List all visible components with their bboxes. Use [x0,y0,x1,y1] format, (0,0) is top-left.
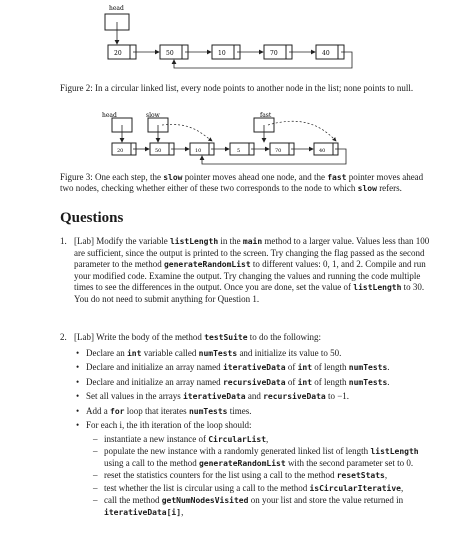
list-item: – populate the new instance with a randomly generated linked list of length listLength using a call to the method generateRandomList with the second parameter set to 0. [86,446,432,469]
list-item: • Declare and initialize an array named recursiveData of int of length numTests. [60,377,432,389]
list-item: • Declare and initialize an array named iterativeData of int of length numTests. [60,362,432,374]
node-4 [316,45,344,59]
list-item: – instantiate a new instance of CircularList, [86,434,432,446]
list-item: – test whether the list is circular using a call to the method isCircularIterative, [86,483,432,495]
svg-text:10: 10 [218,50,226,57]
figure-3-diagram [0,108,474,180]
question-1-text: [Lab] Modify the variable listLength in the main method to a larger value. Values less than 100 are sufficient, since the output is printed to the screen. Try changing the flag passed as the second parameter to the method generateRandomList to different values: 0, 1, and 2. Compile and run your modified code. Examine the output. Try changing the values and running the code multiple times to see the differences in the output. Once you are done, set the value of listLength to 30. You do not need to submit anything for Question 1. [74,236,430,304]
question-2-bullets [60,348,432,519]
head-label: head [102,112,117,119]
loop-steps [86,434,432,519]
node-1 [150,143,174,155]
node-3 [264,45,292,59]
node-2 [212,45,240,59]
node-0 [112,143,136,155]
list-item: • Set all values in the arrays iterativeData and recursiveData to −1. [60,391,432,403]
question-2-intro: [Lab] Write the body of the method testSuite to do the following: [74,332,322,342]
slow-label: slow [146,112,160,119]
svg-text:50: 50 [155,148,162,154]
node-4 [270,143,294,155]
list-item: • For each i, the ith iteration of the loop should: – instantiate a new instance of CircularList, – populate the new instance with a randomly generated linked list of length listLength using a call to the method generateRandomList with the second parameter set to 0. – reset the statistics counters for the list using a call to the method resetStats, – test whether the list is circular using a call to the method isCircularIterative, – call the method getNumNodesVisited on your list and store the value returned in iterativeData[i], [60,420,432,518]
fast-label: fast [260,112,272,119]
svg-text:20: 20 [114,50,122,57]
head-label: head [109,5,124,12]
list-item: • Declare an int variable called numTests and initialize its value to 50. [60,348,432,360]
svg-text:40: 40 [319,148,326,154]
figure-2-caption: Figure 2: In a circular linked list, every node points to another node in the list; none points to null. [60,83,414,93]
node-0 [108,45,136,59]
svg-text:70: 70 [275,148,282,154]
section-title: Questions [60,210,124,226]
node-3 [230,143,254,155]
list-item: • Add a for loop that iterates numTests times. [60,406,432,418]
svg-text:20: 20 [117,148,124,154]
question-2 [60,332,432,521]
svg-text:10: 10 [195,148,202,154]
svg-text:50: 50 [166,50,174,57]
svg-text:5: 5 [237,148,241,154]
question-1-number: 1. [60,236,67,246]
svg-text:70: 70 [270,50,278,57]
node-5 [314,143,338,155]
list-item: – call the method getNumNodesVisited on your list and store the value returned in iterativeData[i], [86,495,432,518]
svg-text:40: 40 [322,50,330,57]
figure-3-caption: Figure 3: One each step, the slow pointer moves ahead one node, and the fast pointer moves ahead two nodes, checking whether either of these two corresponds to the node to which slow refers. [60,172,424,193]
figure-2-diagram [0,0,474,80]
list-item: – reset the statistics counters for the list using a call to the method resetStats, [86,470,432,482]
question-2-number: 2. [60,332,67,342]
question-1 [60,236,432,305]
node-1 [160,45,188,59]
node-2 [190,143,214,155]
